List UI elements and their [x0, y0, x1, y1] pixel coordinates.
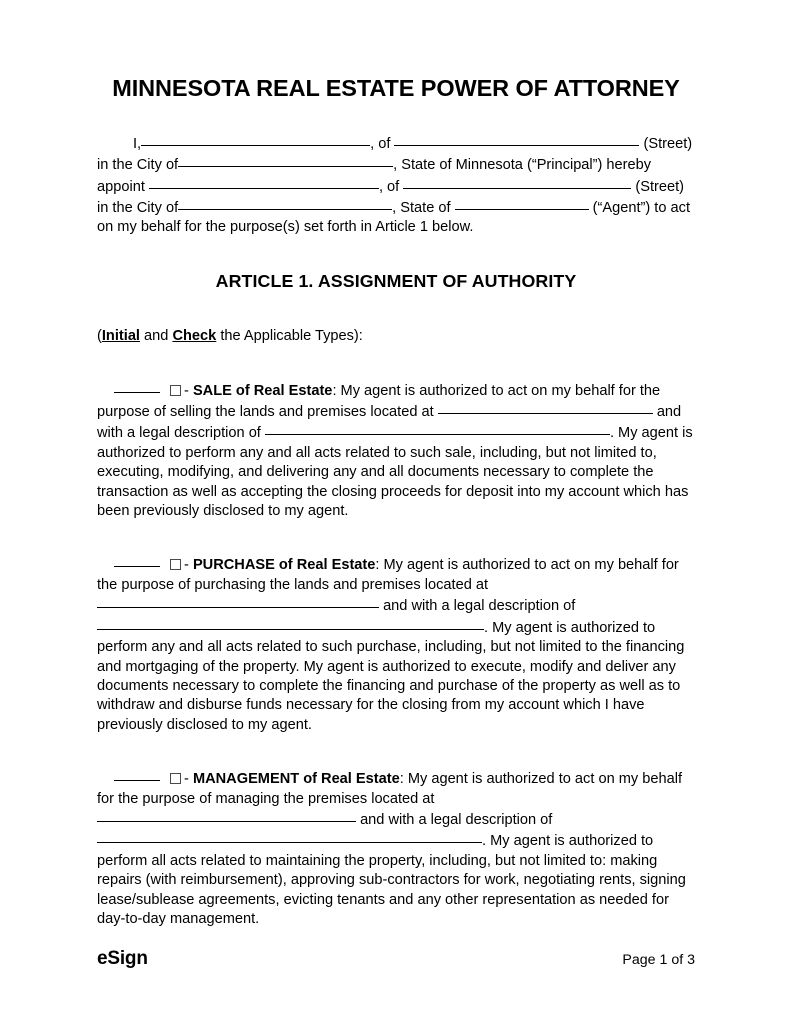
principal-city-blank[interactable] [178, 154, 393, 167]
management-sentence-1: : My agent is authorized to act on my behalf for the purpose of managing the premises located at [97, 771, 683, 807]
management-initials-blank[interactable] [114, 780, 160, 781]
intro-text-10: (“Agent”) to act on my [97, 200, 690, 236]
sale-dash: - [184, 382, 189, 399]
purchase-label: PURCHASE of Real Estate [192, 557, 376, 574]
purchase-location-blank[interactable] [97, 595, 379, 608]
management-dash: - [184, 771, 189, 788]
agent-street-blank[interactable] [403, 176, 631, 189]
instruction-check-emphasis: Check [172, 328, 217, 345]
intro-text-2: , of [370, 135, 391, 152]
intro-text-11: behalf for the purpose(s) set forth in Article 1 below. [140, 219, 474, 236]
instruction-and: and [139, 328, 173, 345]
sale-location-blank[interactable] [438, 401, 653, 414]
page-number: Page 1 of 3 [622, 952, 695, 968]
sale-initials-blank[interactable] [114, 392, 160, 393]
intro-text-6: , of [378, 178, 400, 195]
intro-paragraph [97, 102, 695, 238]
intro-text-4: in the City of [97, 157, 179, 174]
intro-text-7: (Street) in the [97, 178, 685, 217]
page-footer [97, 948, 695, 970]
clause-management [97, 735, 695, 929]
purchase-legal-description-blank[interactable] [97, 617, 484, 630]
document-body [97, 0, 695, 929]
sale-sentence-3: . My agent is authorized to perform any and all acts related to such sale, including, but not limited to, executing, modifying, and delivering any and all documents necessary to complete the transaction as well as accepting the closing proceeds for deposit into my account which has been previously disclosed to my agent. [97, 425, 693, 520]
sale-label: SALE of Real Estate [192, 382, 333, 399]
purchase-sentence-3: . My agent is authorized to perform any and all acts related to such purchase, including, but not limited to the financing and mortgaging of the property. My agent is authorized to execute, modify and deliver any documents necessary to complete the financing and purchase of the property as well as to withdraw and disburse funds necessary for the closing from my account which I have previously disclosed to my agent. [97, 619, 685, 733]
management-sentence-2: and with a legal description of [360, 811, 553, 828]
clause-purchase [97, 521, 695, 735]
checkbox-icon[interactable] [170, 559, 181, 570]
intro-text-9: , State of [392, 200, 451, 217]
agent-city-blank[interactable] [178, 197, 392, 210]
agent-name-blank[interactable] [149, 176, 379, 189]
principal-street-blank[interactable] [394, 133, 639, 146]
esign-logo: eSign [97, 948, 148, 969]
management-sentence-3: . My agent is authorized to perform all acts related to maintaining the property, including, but not limited to: making repairs (with reimbursement), approving sub-contractors for work, negotiating rents, signing lease/sublease agreements, evicting tenants and any other representation as needed for day-to-day management. [97, 833, 686, 927]
clause-sale [97, 347, 695, 522]
intro-text-8: City of [136, 200, 179, 217]
intro-text-3: (Street) [643, 135, 693, 152]
intro-text-5: , State of Minnesota (“Principal”) hereby appoint [97, 157, 652, 195]
intro-text-1: I, [133, 135, 142, 152]
article-1-heading: ARTICLE 1. ASSIGNMENT OF AUTHORITY [215, 270, 577, 291]
instruction-open-paren: ( [97, 328, 102, 345]
instruction-initial-emphasis: Initial [101, 328, 140, 345]
management-legal-description-blank[interactable] [97, 830, 482, 843]
instruction-line [97, 292, 695, 346]
checkbox-icon[interactable] [170, 773, 181, 784]
sale-sentence-1: : My agent is authorized to act on my behalf for the purpose of selling the lands and premises located at [97, 382, 661, 421]
checkbox-icon[interactable] [170, 385, 181, 396]
instruction-rest: the Applicable Types): [216, 328, 363, 345]
purchase-sentence-2: and with a legal description of [383, 598, 576, 615]
page-title: MINNESOTA REAL ESTATE POWER OF ATTORNEY [112, 75, 680, 101]
management-label: MANAGEMENT of Real Estate [192, 771, 400, 788]
sale-legal-description-blank[interactable] [265, 422, 610, 435]
purchase-dash: - [184, 557, 189, 574]
management-location-blank[interactable] [97, 809, 356, 822]
purchase-sentence-1: : My agent is authorized to act on my behalf for the purpose of purchasing the lands and premises located at [97, 557, 679, 593]
purchase-initials-blank[interactable] [114, 566, 160, 567]
agent-state-blank[interactable] [455, 197, 589, 210]
principal-name-blank[interactable] [141, 133, 370, 146]
sale-sentence-2: and with a legal description of [97, 404, 682, 442]
